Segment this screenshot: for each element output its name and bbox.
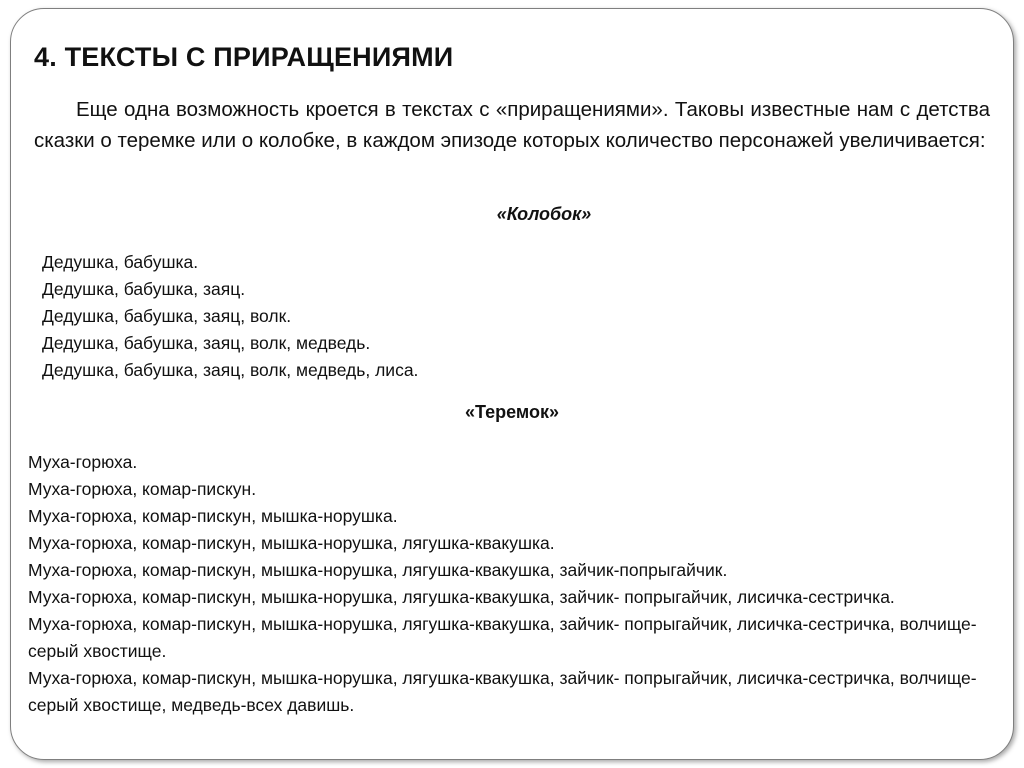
teremok-line: Муха-горюха, комар-пискун, мышка-норушка. (28, 506, 398, 526)
kolobok-line: Дедушка, бабушка, заяц, волк, медведь. (42, 333, 371, 353)
teremok-line: Муха-горюха, комар-пискун, мышка-норушка, лягушка-квакушка, зайчик- попрыгайчик, лисичка-сестричка. (28, 587, 895, 607)
intro-paragraph: Еще одна возможность кроется в текстах с «приращениями». Таковы известные нам с детства сказки о теремке или о колобке, в каждом эпизоде которых количество персонажей увеличивается: (34, 98, 990, 152)
teremok-line: Муха-горюха, комар-пискун, мышка-норушка, лягушка-квакушка, зайчик- попрыгайчик, лисичка-сестричка, волчище-серый хвостище. (28, 614, 977, 661)
teremok-line: Муха-горюха, комар-пискун, мышка-норушка, лягушка-квакушка, зайчик- попрыгайчик, лисичка-сестричка, волчище-серый хвостище, медведь-всех давишь. (28, 668, 977, 715)
kolobok-line: Дедушка, бабушка. (42, 252, 199, 272)
kolobok-line: Дедушка, бабушка, заяц, волк, медведь, лиса. (42, 360, 419, 380)
kolobok-line: Дедушка, бабушка, заяц, волк. (42, 306, 292, 326)
teremok-lines (28, 449, 978, 719)
teremok-line: Муха-горюха, комар-пискун. (28, 479, 257, 499)
teremok-line: Муха-горюха, комар-пискун, мышка-норушка, лягушка-квакушка, зайчик-попрыгайчик. (28, 560, 728, 580)
teremok-line: Муха-горюха. (28, 452, 138, 472)
kolobok-lines (42, 249, 418, 384)
teremok-line: Муха-горюха, комар-пискун, мышка-норушка, лягушка-квакушка. (28, 533, 555, 553)
kolobok-title: «Колобок» (496, 204, 592, 224)
teremok-title: «Теремок» (465, 402, 559, 422)
slide-title: 4. ТЕКСТЫ С ПРИРАЩЕНИЯМИ (34, 42, 454, 72)
kolobok-line: Дедушка, бабушка, заяц. (42, 279, 246, 299)
